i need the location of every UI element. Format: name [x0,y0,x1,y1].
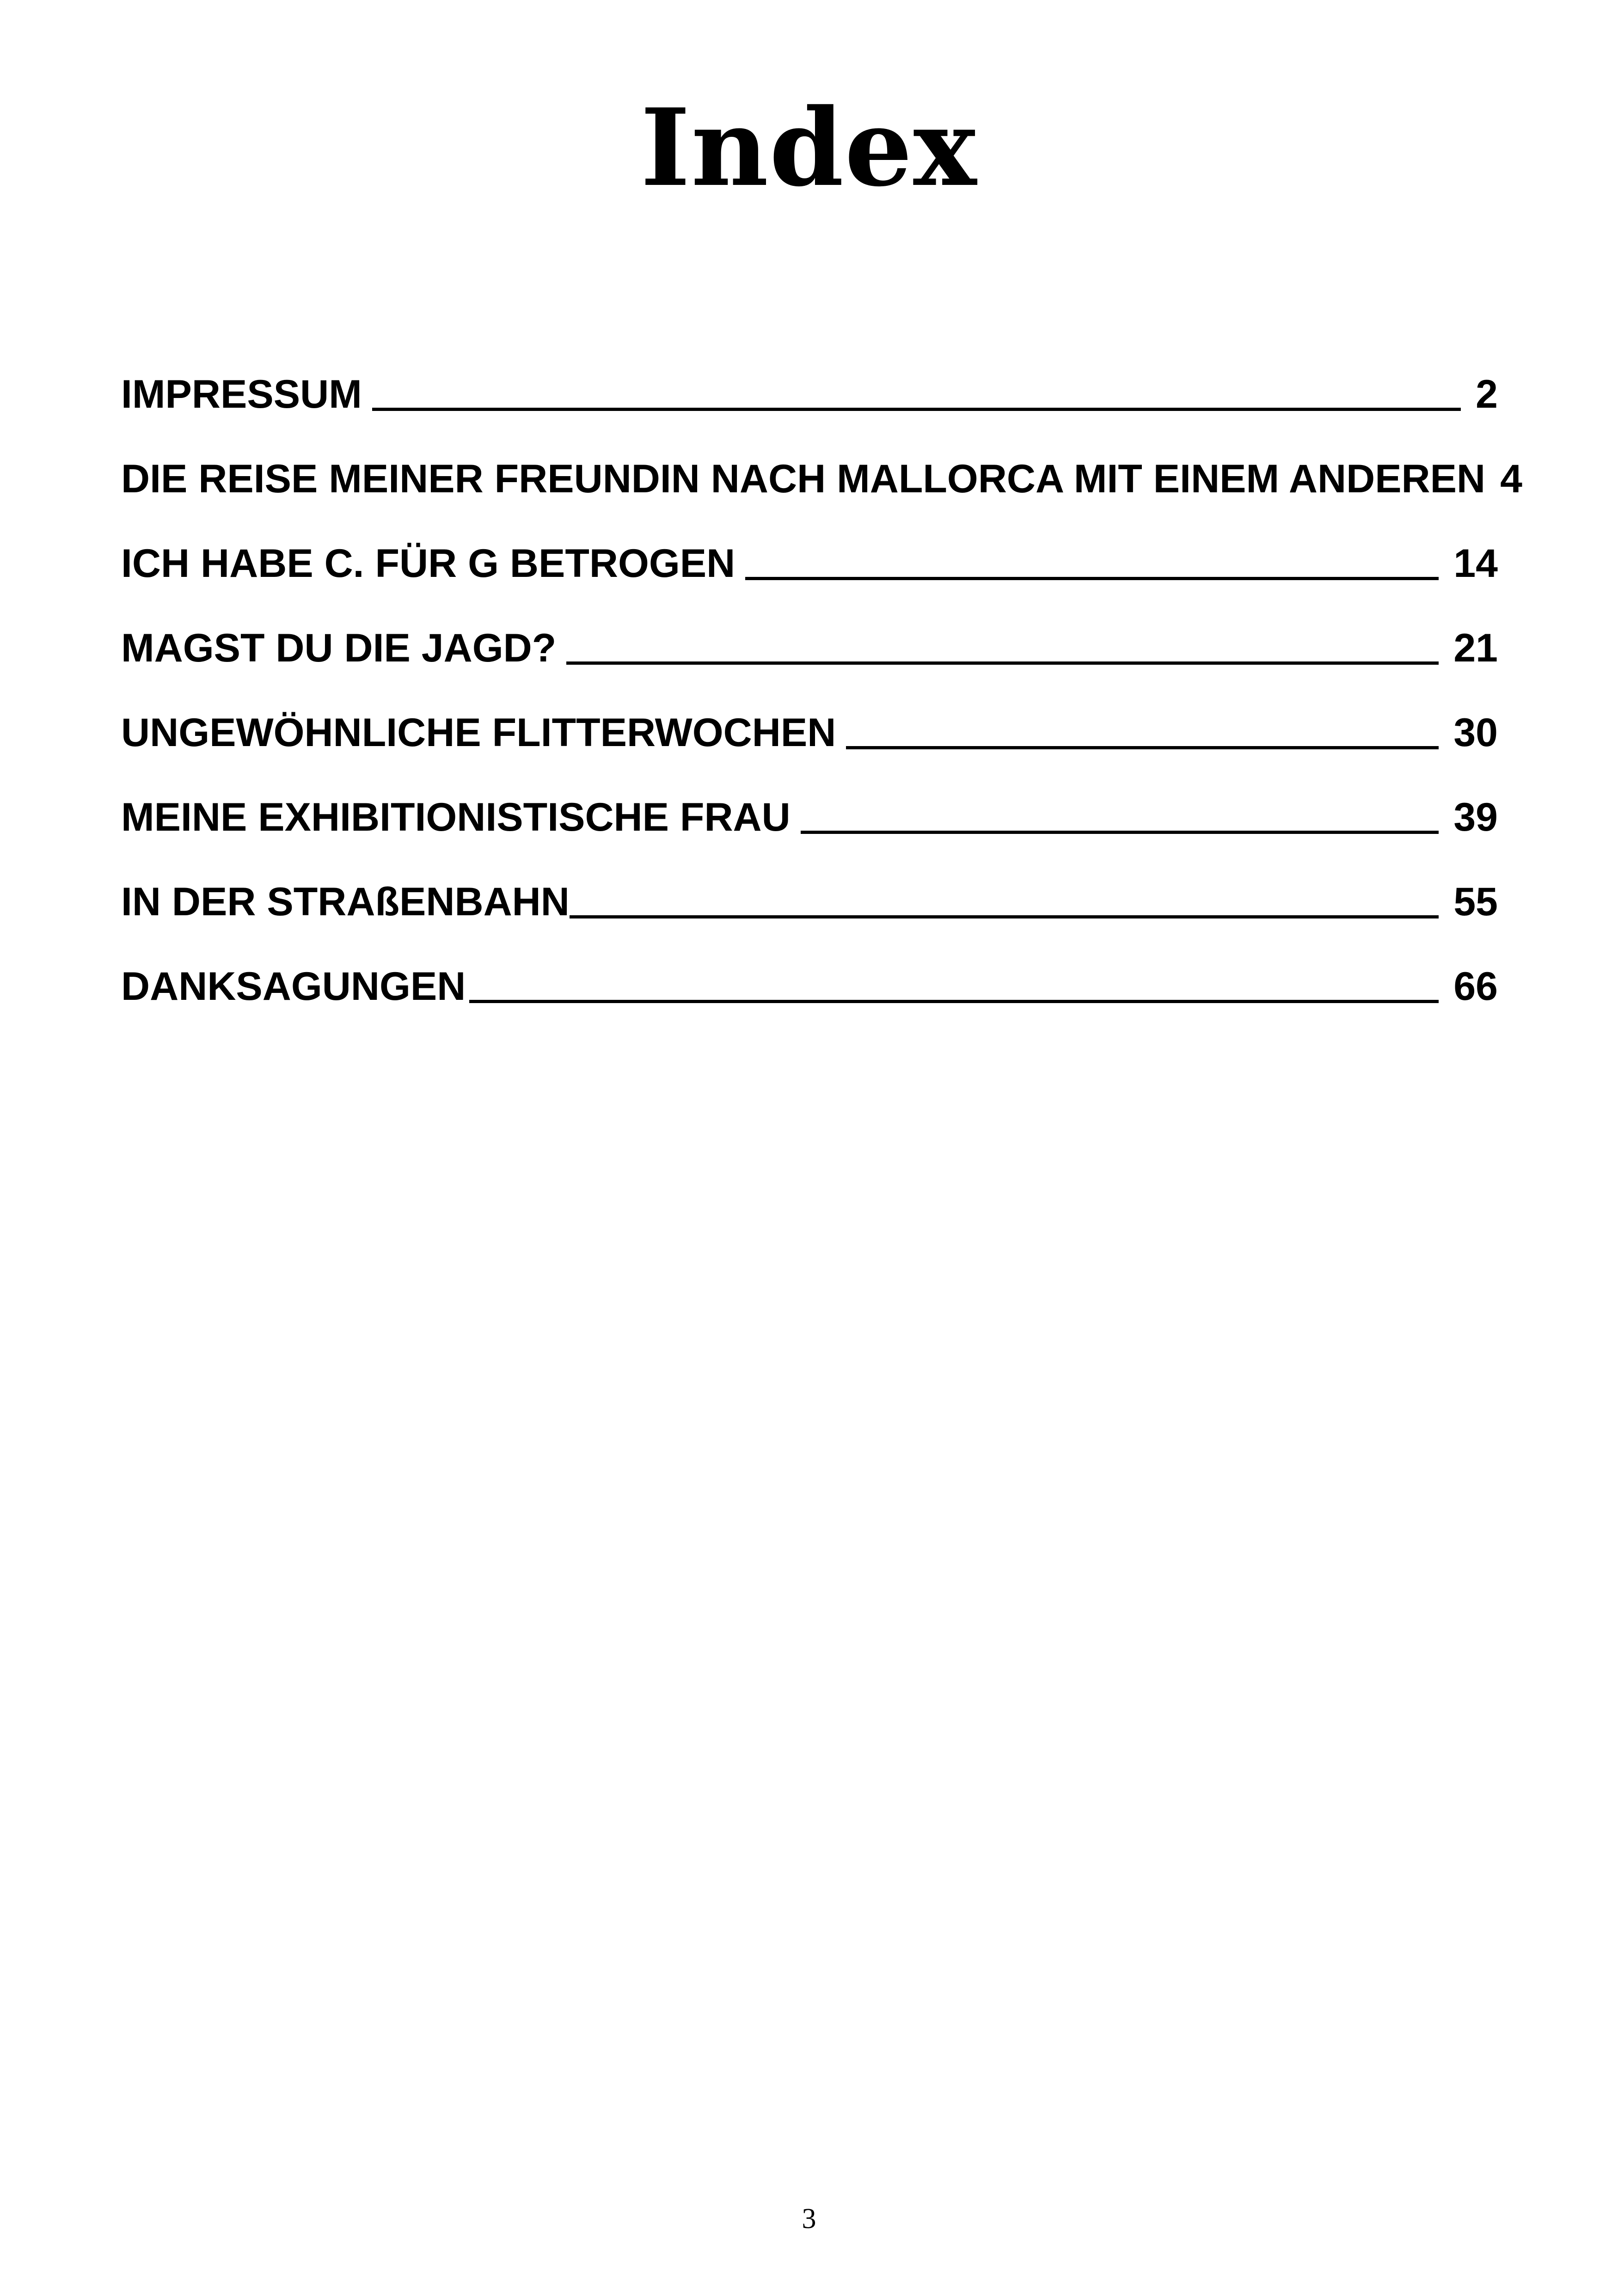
toc-entry[interactable] [121,587,1498,671]
toc-entry[interactable] [121,333,1498,417]
toc-entry-page: 2 [1476,372,1498,416]
toc-entry-page: 21 [1453,626,1498,670]
toc-entry-title: IN DER STRAßENBAHN [121,880,570,924]
toc-leader-line [372,408,1461,411]
toc-entry-title: MEINE EXHIBITIONISTISCHE FRAU [121,795,791,839]
page-number: 3 [802,2203,816,2235]
toc-entry[interactable] [121,671,1498,756]
toc-entry-title: DIE REISE MEINER FREUNDIN NACH MALLORCA MIT EINEM ANDEREN [121,457,1486,501]
toc-entry[interactable] [121,502,1498,587]
toc-entry-page: 39 [1453,795,1498,839]
table-of-contents [121,333,1522,1010]
toc-entry[interactable] [121,840,1498,925]
toc-entry-page: 66 [1453,964,1498,1009]
toc-leader-line [801,831,1439,834]
toc-entry-title: DANKSAGUNGEN [121,964,466,1009]
toc-leader-line [469,1000,1439,1003]
toc-entry-title: UNGEWÖHNLICHE FLITTERWOCHEN [121,710,836,755]
toc-entry-page: 55 [1453,880,1498,924]
toc-entry[interactable] [121,417,1522,502]
toc-entry-page: 4 [1500,457,1522,501]
toc-entry[interactable] [121,925,1498,1010]
toc-leader-line [570,915,1439,918]
toc-entry-page: 14 [1453,541,1498,586]
toc-leader-line [745,577,1439,580]
toc-leader-line [566,661,1439,665]
toc-entry-title: ICH HABE C. FÜR G BETROGEN [121,541,735,586]
toc-entry-title: IMPRESSUM [121,372,362,416]
toc-entry-page: 30 [1453,710,1498,755]
toc-leader-line [846,746,1439,749]
page-title: Index [640,86,978,210]
toc-entry-title: MAGST DU DIE JAGD? [121,626,557,670]
toc-entry[interactable] [121,756,1498,840]
